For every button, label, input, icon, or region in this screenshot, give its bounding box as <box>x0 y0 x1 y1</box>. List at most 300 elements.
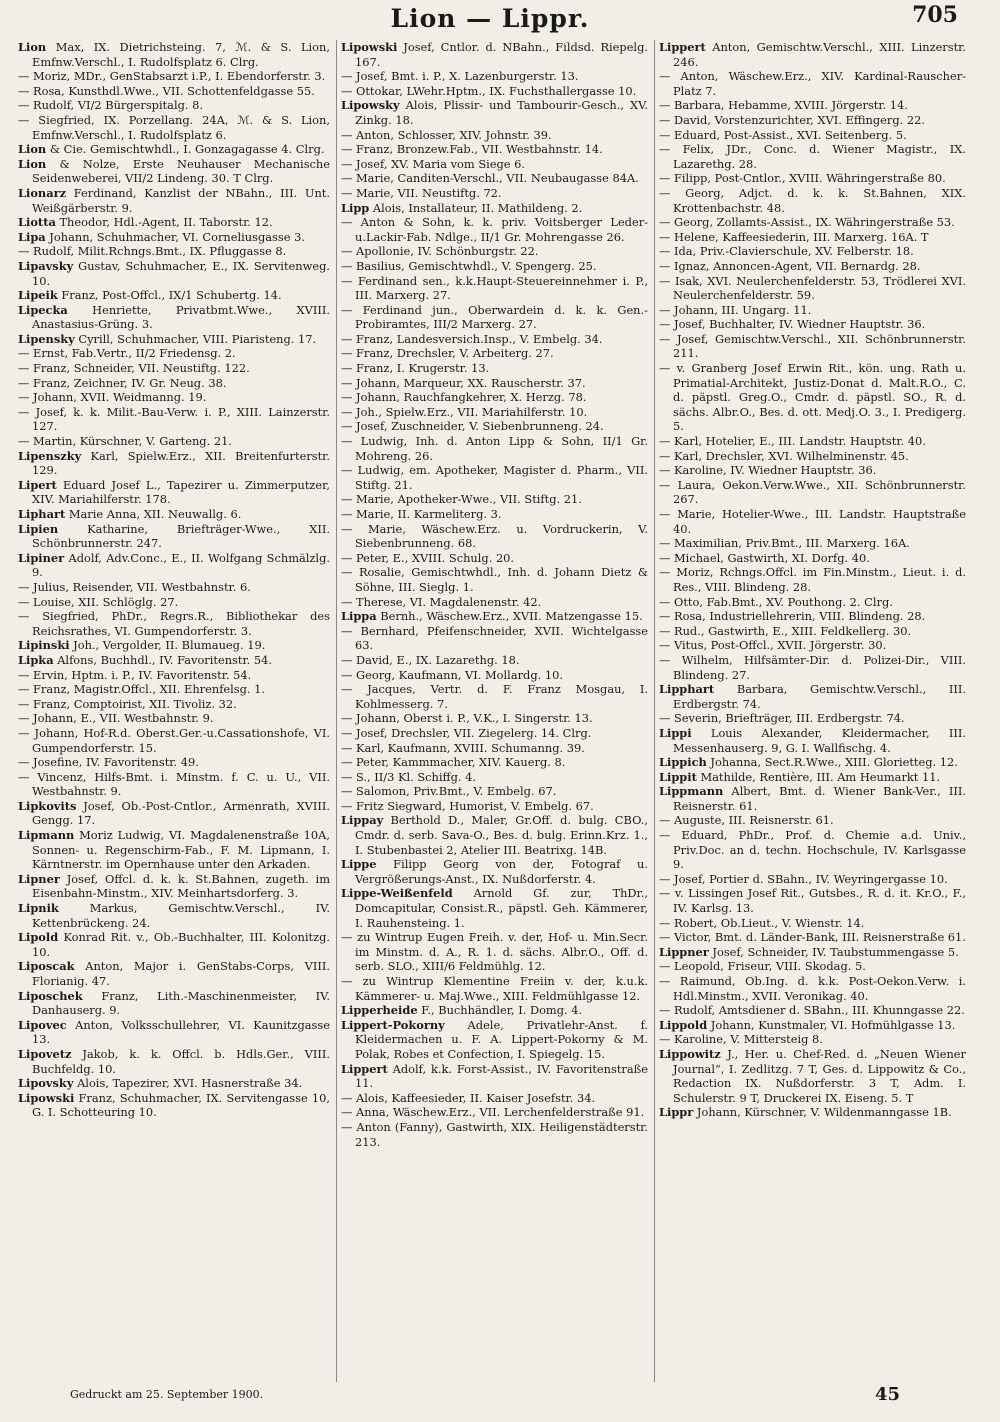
directory-entry <box>18 215 330 230</box>
directory-entry <box>18 40 330 69</box>
directory-entry <box>341 770 648 785</box>
entry-details: Adolf, Adv.Conc., E., II. Wolfgang Schmälzlg. 9. <box>32 550 330 580</box>
entry-details: — Anton, Schlosser, XIV. Johnstr. 39. <box>341 127 552 142</box>
directory-entry <box>659 69 966 98</box>
directory-entry <box>341 463 648 492</box>
entry-details: — Isak, XVI. Neulerchenfelderstr. 53, Trödlerei XVI. Neulerchenfelderstr. 59. <box>659 273 966 303</box>
directory-entry <box>18 609 330 638</box>
entry-details: — Franz, Magistr.Offcl., XII. Ehrenfelsg. 1. <box>18 682 266 697</box>
entry-details: — Ottokar, LWehr.Hptm., IX. Fuchsthallergasse 10. <box>341 83 637 98</box>
running-head: Lion — Lippr. <box>390 4 590 33</box>
directory-entry <box>659 551 966 566</box>
entry-details: — Karoline, IV. Wiedner Hauptstr. 36. <box>659 463 877 478</box>
entry-details: — Michael, Gastwirth, XI. Dorfg. 40. <box>659 550 870 565</box>
entry-details: Johann, Schuhmacher, VI. Corneliusgasse 3. <box>45 229 305 244</box>
directory-entry <box>341 40 648 69</box>
directory-entry <box>341 551 648 566</box>
print-date: Gedruckt am 25. September 1900. <box>70 1388 264 1401</box>
entry-details: — Johann, Hof-R.d. Oberst.Ger.-u.Cassationshofe, VI. Gumpendorferstr. 15. <box>18 725 330 755</box>
entry-surname: Lippa <box>341 609 377 624</box>
entry-surname: Lipowsky <box>341 98 400 113</box>
entry-details: Adele, Privatlehr-Anst. f. Kleidermachen u. F. A. Lippert-Pokorny & M. Polak, Robes et Confection, I. Spiegelg. 15. <box>355 1017 648 1061</box>
entry-details: — Barbara, Hebamme, XVIII. Jörgerstr. 14. <box>659 98 908 113</box>
directory-entry <box>659 361 966 434</box>
entry-details: — Johann, XVII. Weidmanng. 19. <box>18 390 207 405</box>
directory-entry <box>341 84 648 99</box>
directory-entry <box>341 857 648 886</box>
entry-details: — Georg, Zollamts-Assist., IX. Währingerstraße 53. <box>659 215 955 230</box>
entry-details: — Ida, Priv.-Clavierschule, XV. Felberstr. 18. <box>659 244 914 259</box>
directory-entry <box>659 638 966 653</box>
column-left <box>18 40 330 1382</box>
entry-surname: Lion <box>18 142 47 157</box>
entry-details: — Ervin, Hptm. i. P., IV. Favoritenstr. 54. <box>18 667 252 682</box>
entry-details: — Rosa, Kunsthdl.Wwe., VII. Schottenfeldgasse 55. <box>18 83 315 98</box>
entry-details: — Filipp, Post-Cntlor., XVIII. Währingerstraße 80. <box>659 171 946 186</box>
directory-entry <box>18 361 330 376</box>
entry-details: Moriz Ludwig, VI. Magdalenenstraße 10A, Sonnen- u. Regenschirm-Fab., F. M. Lipmann, I. Kärntnerstr. im Opernhause unter den Arkaden. <box>32 828 330 872</box>
directory-entry <box>659 609 966 624</box>
directory-entry <box>341 186 648 201</box>
entry-surname: Liposchek <box>18 988 83 1003</box>
directory-entry <box>18 726 330 755</box>
directory-entry <box>659 1047 966 1105</box>
directory-entry <box>659 930 966 945</box>
directory-entry <box>659 565 966 594</box>
entry-details: — Eduard, Post-Assist., XVI. Seitenberg. 5. <box>659 127 907 142</box>
entry-details: — Marie, Canditen-Verschl., VII. Neubaugasse 84A. <box>341 171 639 186</box>
directory-entry <box>18 259 330 288</box>
entry-details: — Robert, Ob.Lieut., V. Wienstr. 14. <box>659 915 865 930</box>
entry-details: — Josefine, IV. Favoritenstr. 49. <box>18 755 199 770</box>
entry-details: — Franz, I. Krugerstr. 13. <box>341 361 490 376</box>
entry-details: Alois, Installateur, II. Mathildeng. 2. <box>369 200 583 215</box>
directory-entry <box>341 128 648 143</box>
entry-details: — David, Vorstenzurichter, XVI. Effingerg. 22. <box>659 112 926 127</box>
entry-details: — Franz, Drechsler, V. Arbeiterg. 27. <box>341 346 554 361</box>
directory-entry <box>18 1091 330 1120</box>
entry-surname: Lipeik <box>18 288 58 303</box>
entry-details: — Franz, Bronzew.Fab., VII. Westbahnstr. 14. <box>341 142 603 157</box>
directory-entry <box>659 595 966 610</box>
entry-details: — Marie, Apotheker-Wwe., VII. Stiftg. 21. <box>341 492 582 507</box>
entry-surname: Lipovetz <box>18 1046 72 1061</box>
entry-surname: Lipien <box>18 521 59 536</box>
entry-details: — Rosalie, Gemischtwhdl., Inh. d. Johann Dietz & Söhne, III. Sieglg. 1. <box>341 565 648 594</box>
entry-details: Konrad Rit. v., Ob.-Buchhalter, III. Kolonitzg. 10. <box>32 930 330 959</box>
directory-entry <box>341 595 648 610</box>
entry-details: Anton, Volksschullehrer, VI. Kaunitzgasse 13. <box>32 1017 330 1047</box>
page-number: 705 <box>912 2 958 28</box>
entry-details: — Fritz Siegward, Humorist, V. Embelg. 67. <box>341 798 594 813</box>
entry-surname: Lipovec <box>18 1017 67 1032</box>
directory-entry <box>659 682 966 711</box>
directory-entry <box>18 113 330 142</box>
entry-details: F., Buchhändler, I. Domg. 4. <box>417 1003 583 1018</box>
directory-entry <box>341 1120 648 1149</box>
entry-details: — Josef, Bmt. i. P., X. Lazenburgerstr. 13. <box>341 69 579 84</box>
entry-details: — Raimund, Ob.Ing. d. k.k. Post-Oekon.Verw. i. Hdl.Minstm., XVII. Veronikag. 40. <box>659 974 966 1003</box>
entry-details: Jakob, k. k. Offcl. b. Hdls.Ger., VIII. Buchfeldg. 10. <box>32 1046 330 1076</box>
directory-entry <box>659 215 966 230</box>
directory-entry <box>18 142 330 157</box>
entry-details: Adolf, k.k. Forst-Assist., IV. Favoritenstraße 11. <box>355 1061 648 1091</box>
directory-entry <box>341 726 648 741</box>
entry-surname: Lipold <box>18 930 59 945</box>
directory-entry <box>18 186 330 215</box>
directory-entry <box>18 230 330 245</box>
entry-details: — Franz, Schneider, VII. Neustiftg. 122. <box>18 361 250 376</box>
entry-surname: Lipert <box>18 477 57 492</box>
entry-details: Ferdinand, Kanzlist der NBahn., III. Unt. Weißgärberstr. 9. <box>32 185 330 215</box>
entry-details: — Franz, Zeichner, IV. Gr. Neug. 38. <box>18 375 227 390</box>
directory-entry <box>659 945 966 960</box>
entry-details: — Peter, Kammmacher, XIV. Kauerg. 8. <box>341 755 566 770</box>
directory-entry <box>18 69 330 84</box>
entry-surname: Lipensky <box>18 331 75 346</box>
entry-details: Joh., Vergolder, II. Blumaueg. 19. <box>69 638 266 653</box>
entry-details: — Josef, Gemischtw.Verschl., XII. Schönbrunnerstr. 211. <box>659 331 966 361</box>
directory-entry <box>18 1076 330 1091</box>
entry-details: — Therese, VI. Magdalenenstr. 42. <box>341 594 542 609</box>
directory-entry <box>659 434 966 449</box>
directory-entry <box>659 186 966 215</box>
entry-details: Markus, Gemischtw.Verschl., IV. Kettenbrückeng. 24. <box>32 901 330 930</box>
entry-details: — Felix, JDr., Conc. d. Wiener Magistr., IX. Lazarethg. 28. <box>659 142 966 171</box>
directory-entry <box>341 361 648 376</box>
directory-entry <box>341 171 648 186</box>
directory-entry <box>341 69 648 84</box>
directory-entry <box>341 930 648 974</box>
entry-surname: Lippay <box>341 813 384 828</box>
entry-details: — Josef, XV. Maria vom Siege 6. <box>341 156 526 171</box>
directory-entry <box>18 332 330 347</box>
entry-surname: Lippi <box>659 725 692 740</box>
directory-entry <box>659 171 966 186</box>
directory-entry <box>341 405 648 420</box>
entry-details: Josef, Ob.-Post-Cntlor., Armenrath, XVIII. Gengg. 17. <box>32 798 330 828</box>
directory-entry <box>341 741 648 756</box>
entry-details: — Louise, XII. Schlöglg. 27. <box>18 594 179 609</box>
entry-surname: Lipavsky <box>18 258 74 273</box>
directory-entry <box>18 449 330 478</box>
directory-entry <box>341 142 648 157</box>
directory-entry <box>341 624 648 653</box>
entry-details: — Peter, E., XVIII. Schulg. 20. <box>341 550 515 565</box>
directory-entry <box>659 624 966 639</box>
directory-entry <box>341 259 648 274</box>
entry-details: — zu Wintrup Eugen Freih. v. der, Hof- u. Min.Secr. im Minstm. d. A., R. 1. d. sächs. Albr.O., Off. d. serb. SLO., XIII/6 Feldmühlg. 12. <box>341 930 648 974</box>
directory-entry <box>659 711 966 726</box>
entry-surname: Lippe-Weißenfeld <box>341 886 453 901</box>
entry-surname: Lipka <box>18 652 54 667</box>
directory-entry <box>18 507 330 522</box>
entry-details: — Rud., Gastwirth, E., XIII. Feldkellerg. 30. <box>659 623 912 638</box>
directory-entry <box>341 755 648 770</box>
directory-entry <box>18 682 330 697</box>
entry-details: — Jacques, Vertr. d. F. Franz Mosgau, I. Kohlmesserg. 7. <box>341 682 648 711</box>
entry-details: — Leopold, Friseur, VIII. Skodag. 5. <box>659 959 866 974</box>
directory-entry <box>18 697 330 712</box>
entry-surname: Lippit <box>659 769 697 784</box>
directory-entry <box>18 959 330 988</box>
entry-surname: Lippold <box>659 1017 708 1032</box>
entry-surname: Lion <box>18 156 47 171</box>
entry-details: — Julius, Reisender, VII. Westbahnstr. 6. <box>18 579 251 594</box>
directory-entry <box>341 784 648 799</box>
directory-entry <box>659 507 966 536</box>
directory-entry <box>659 128 966 143</box>
entry-details: Barbara, Gemischtw.Verschl., III. Erdbergstr. 74. <box>673 682 966 711</box>
directory-entry <box>341 332 648 347</box>
entry-details: — Anton, Wäschew.Erz., XIV. Kardinal-Rauscher-Platz 7. <box>659 69 966 98</box>
entry-details: — Josef, Portier d. SBahn., IV. Weyringergasse 10. <box>659 871 948 886</box>
directory-entry <box>659 98 966 113</box>
entry-surname: Lipa <box>18 229 46 244</box>
directory-entry <box>341 507 648 522</box>
signature-mark: 45 <box>874 1384 900 1405</box>
entry-details: — Ignaz, Annoncen-Agent, VII. Bernardg. 28. <box>659 258 921 273</box>
entry-details: — Rosa, Industriellehrerin, VIII. Blindeng. 28. <box>659 609 926 624</box>
directory-entry <box>18 638 330 653</box>
entry-details: Josef, Offcl. d. k. k. St.Bahnen, zugeth. im Eisenbahn-Minstm., XIV. Meinhartsdorferg. 3. <box>32 871 330 901</box>
directory-entry <box>18 799 330 828</box>
entry-details: — Karoline, V. Mittersteig 8. <box>659 1032 823 1047</box>
entry-surname: Lippmann <box>659 784 724 799</box>
entry-surname: Lion <box>18 40 47 54</box>
directory-entry <box>659 244 966 259</box>
directory-entry <box>18 1047 330 1076</box>
entry-details: Franz, Lith.-Maschinenmeister, IV. Danhauserg. 9. <box>32 988 330 1018</box>
directory-entry <box>659 259 966 274</box>
directory-entry <box>659 463 966 478</box>
directory-entry <box>659 303 966 318</box>
entry-surname: Liotta <box>18 215 56 230</box>
entry-details: & Nolze, Erste Neuhauser Mechanische Seidenweberei, VII/2 Lindeng. 30. T Clrg. <box>32 156 330 186</box>
entry-details: — Karl, Hotelier, E., III. Landstr. Hauptstr. 40. <box>659 434 926 449</box>
entry-details: Mathilde, Rentière, III. Am Heumarkt 11. <box>696 769 941 784</box>
directory-entry <box>18 828 330 872</box>
directory-entry <box>18 244 330 259</box>
entry-details: — Johann, Marqueur, XX. Rauscherstr. 37. <box>341 375 586 390</box>
directory-entry <box>18 711 330 726</box>
directory-entry <box>341 492 648 507</box>
entry-details: — Alois, Kaffeesieder, II. Kaiser Josefstr. 34. <box>341 1090 596 1105</box>
directory-entry <box>18 551 330 580</box>
entry-details: — Marie, VII. Neustiftg. 72. <box>341 185 502 200</box>
directory-entry <box>18 770 330 799</box>
entry-details: — Maximilian, Priv.Bmt., III. Marxerg. 16A. <box>659 536 910 551</box>
entry-details: — Moriz, Rchngs.Offcl. im Fin.Minstm., Lieut. i. d. Res., VIII. Blindeng. 28. <box>659 565 966 594</box>
directory-entry <box>18 376 330 391</box>
entry-details: — Franz, Landesversich.Insp., V. Embelg. 34. <box>341 331 603 346</box>
directory-entry <box>18 478 330 507</box>
entry-details: J., Her. u. Chef-Red. d. „Neuen Wiener Journal“, I. Zedlitzg. 7 T, Ges. d. Lippowitz & Co., Redaction IX. Nußdorferstr. 3 T, Adm. I. Schulerstr. 9 T, Druckerei IX. Eiseng. 5. T <box>673 1046 966 1105</box>
directory-entry <box>659 40 966 69</box>
entry-details: Johanna, Sect.R.Wwe., XIII. Glorietteg. 12. <box>706 755 958 770</box>
entry-details: Eduard Josef L., Tapezirer u. Zimmerputzer, XIV. Mariahilferstr. 178. <box>32 477 330 507</box>
entry-details: Max, IX. Dietrichsteing. 7, ℳ. & S. Lion, Emfnw.Verschl., I. Rudolfsplatz 6. Clrg. <box>32 40 330 69</box>
entry-details: — Josef, Buchhalter, IV. Wiedner Hauptstr. 36. <box>659 317 926 332</box>
directory-entry <box>659 478 966 507</box>
entry-details: — Rudolf, Milit.Rchngs.Bmt., IX. Pfluggasse 8. <box>18 244 287 259</box>
entry-details: Josef, Cntlor. d. NBahn., Fildsd. Riepelg. 167. <box>355 40 648 69</box>
entry-details: — Severin, Briefträger, III. Erdbergstr. 74. <box>659 711 905 726</box>
entry-details: — Apollonie, IV. Schönburgstr. 22. <box>341 244 539 259</box>
directory-entry <box>341 419 648 434</box>
directory-entry <box>18 872 330 901</box>
directory-entry <box>341 434 648 463</box>
directory-entry <box>341 653 648 668</box>
entry-details: — Ferdinand sen., k.k.Haupt-Steuereinnehmer i. P., III. Marxerg. 27. <box>341 273 648 303</box>
directory-entry <box>341 346 648 361</box>
directory-entry <box>341 565 648 594</box>
entry-surname: Lipowski <box>18 1090 75 1105</box>
directory-entry <box>341 390 648 405</box>
directory-entry <box>341 1105 648 1120</box>
entry-surname: Lippich <box>659 755 707 770</box>
entry-surname: Liphart <box>18 507 66 521</box>
page-footer <box>0 1384 1000 1422</box>
entry-surname: Lippe <box>341 857 377 872</box>
entry-details: — v. Lissingen Josef Rit., Gutsbes., R. d. it. Kr.O., F., IV. Karlsg. 13. <box>659 886 966 916</box>
directory-entry <box>18 580 330 595</box>
directory-entry <box>18 653 330 668</box>
directory-entry <box>18 1018 330 1047</box>
entry-details: — Ferdinand jun., Oberwardein d. k. k. Gen.-Probiramtes, III/2 Marxerg. 27. <box>341 302 648 332</box>
directory-entry <box>659 449 966 464</box>
entry-surname: Lippr <box>659 1105 694 1120</box>
entry-details: — Martin, Kürschner, V. Garteng. 21. <box>18 434 232 449</box>
entry-details: — Siegfried, PhDr., Regrs.R., Bibliothekar des Reichsrathes, VI. Gumpendorferstr. 3. <box>18 609 330 638</box>
directory-entry <box>18 668 330 683</box>
directory-entry <box>341 244 648 259</box>
entry-details: — Ernst, Fab.Vertr., II/2 Friedensg. 2. <box>18 346 236 361</box>
entry-surname: Lipecka <box>18 302 68 317</box>
directory-entry <box>18 303 330 332</box>
entry-details: Anton, Major i. GenStabs-Corps, VIII. Florianig. 47. <box>32 959 330 988</box>
entry-details: — Moriz, MDr., GenStabsarzt i.P., I. Ebendorferstr. 3. <box>18 69 326 84</box>
entry-details: Arnold Gf. zur, ThDr., Domcapitular, Consist.R., päpstl. Geh. Kämmerer, I. Rauhensteing. 1. <box>355 886 648 930</box>
entry-surname: Lippert-Pokorny <box>341 1017 445 1032</box>
entry-details: — Franz, Comptoirist, XII. Tivoliz. 32. <box>18 696 237 711</box>
entry-details: — Karl, Kaufmann, XVIII. Schumanng. 39. <box>341 740 585 755</box>
directory-entry <box>659 755 966 770</box>
entry-details: — Otto, Fab.Bmt., XV. Pouthong. 2. Clrg. <box>659 594 893 609</box>
entry-details: — Vitus, Post-Offcl., XVII. Jörgerstr. 30. <box>659 638 887 653</box>
directory-entry <box>659 230 966 245</box>
entry-details: — Salomon, Priv.Bmt., V. Embelg. 67. <box>341 784 557 799</box>
entry-details: — Rudolf, VI/2 Bürgerspitalg. 8. <box>18 98 204 113</box>
entry-details: — Johann, Oberst i. P., V.K., I. Singerstr. 13. <box>341 711 593 726</box>
entry-details: — Helene, Kaffeesiederin, III. Marxerg. 16A. T <box>659 229 929 244</box>
entry-details: Theodor, Hdl.-Agent, II. Taborstr. 12. <box>55 215 273 230</box>
entry-details: — Georg, Adjct. d. k. k. St.Bahnen, XIX. Krottenbachstr. 48. <box>659 185 966 215</box>
entry-surname: Lipowski <box>341 40 398 54</box>
entry-surname: Lippert <box>659 40 706 54</box>
column-right <box>654 40 966 1382</box>
entry-details: — Vincenz, Hilfs-Bmt. i. Minstm. f. C. u. U., VII. Westbahnstr. 9. <box>18 769 330 799</box>
directory-entry <box>18 989 330 1018</box>
entry-details: — Johann, Rauchfangkehrer, X. Herzg. 78. <box>341 390 587 405</box>
entry-details: Johann, Kürschner, V. Wildenmanngasse 1B. <box>693 1105 952 1120</box>
directory-entry <box>18 434 330 449</box>
entry-details: — Wilhelm, Hilfsämter-Dir. d. Polizei-Dir., VIII. Blindeng. 27. <box>659 652 966 682</box>
entry-details: — Georg, Kaufmann, VI. Mollardg. 10. <box>341 667 563 682</box>
directory-entry <box>18 522 330 551</box>
entry-surname: Lippert <box>341 1061 388 1076</box>
entry-details: Karl, Spielw.Erz., XII. Breitenfurterstr. 129. <box>32 448 330 478</box>
entry-details: — v. Granberg Josef Erwin Rit., kön. ung. Rath u. Primatial-Architekt, Justiz-Donat d. Malt.R.O., C. d. päpstl. Greg.O., Cmdr. d. päpstl. SO., R. d. sächs. Albr.O., Bes. d. ott. Medj.O. 3., I. Predigerg. 5. <box>659 361 966 434</box>
entry-details: Marie Anna, XII. Neuwallg. 6. <box>65 507 242 521</box>
entry-surname: Lipiner <box>18 550 65 565</box>
entry-details: & Cie. Gemischtwhdl., I. Gonzagagasse 4. Clrg. <box>46 142 325 157</box>
entry-details: — Rudolf, Amtsdiener d. SBahn., III. Khunngasse 22. <box>659 1003 965 1018</box>
directory-entry <box>341 609 648 624</box>
directory-entry <box>341 201 648 216</box>
directory-entry <box>659 536 966 551</box>
directory-entry <box>341 215 648 244</box>
directory-entry <box>659 813 966 828</box>
entry-surname: Lipenszky <box>18 448 82 463</box>
entry-details: — Anton & Sohn, k. k. priv. Voitsberger Leder-u.Lackir-Fab. Ndlge., II/1 Gr. Mohrengasse 26. <box>341 215 648 244</box>
directory-entry <box>659 959 966 974</box>
entry-surname: Lipp <box>341 200 370 215</box>
entry-details: — Ludwig, em. Apotheker, Magister d. Pharm., VII. Stiftg. 21. <box>341 463 648 492</box>
entry-surname: Lippowitz <box>659 1046 721 1061</box>
entry-surname: Lipperheide <box>341 1003 418 1018</box>
directory-entry <box>18 390 330 405</box>
entry-details: — Anton (Fanny), Gastwirth, XIX. Heiligenstädterstr. 213. <box>341 1119 648 1149</box>
directory-entry <box>18 157 330 186</box>
directory-entry <box>659 142 966 171</box>
directory-entry <box>341 1018 648 1062</box>
entry-details: — Johann, III. Ungarg. 11. <box>659 302 812 317</box>
directory-entry <box>659 726 966 755</box>
entry-details: Bernh., Wäschew.Erz., XVII. Matzengasse 15. <box>376 609 643 624</box>
entry-details: — Marie, Wäschew.Erz. u. Vordruckerin, V. Siebenbrunneng. 68. <box>341 521 648 551</box>
directory-entry <box>18 755 330 770</box>
directory-entry <box>659 274 966 303</box>
directory-entry <box>659 828 966 872</box>
entry-details: Filipp Georg von der, Fotograf u. Vergrößerungs-Anst., IX. Nußdorferstr. 4. <box>355 857 648 886</box>
directory-entry <box>341 522 648 551</box>
entry-details: Josef, Schneider, IV. Taubstummengasse 5. <box>708 944 959 959</box>
entry-details: — Johann, E., VII. Westbahnstr. 9. <box>18 711 214 726</box>
directory-entry <box>341 303 648 332</box>
directory-entry <box>341 711 648 726</box>
directory-entry <box>18 288 330 303</box>
directory-entry <box>659 113 966 128</box>
directory-entry <box>18 595 330 610</box>
entry-surname: Lionarz <box>18 185 67 200</box>
entry-details: — Siegfried, IX. Porzellang. 24A, ℳ. & S. Lion, Emfnw.Verschl., I. Rudolfsplatz 6. <box>18 112 330 142</box>
directory-entry <box>341 98 648 127</box>
entry-surname: Lipmann <box>18 828 75 843</box>
entry-details: — Marie, Hotelier-Wwe., III. Landstr. Hauptstraße 40. <box>659 507 966 536</box>
directory-entry <box>341 886 648 930</box>
directory-entry <box>659 872 966 887</box>
entry-details: — Anna, Wäschew.Erz., VII. Lerchenfelderstraße 91. <box>341 1105 645 1120</box>
entry-details: Berthold D., Maler, Gr.Off. d. bulg. CBO., Cmdr. d. serb. Sava-O., Bes. d. bulg. Erinn.Krz. 1., I. Stubenbastei 2, Atelier III. Beatrixg. 14B. <box>355 813 648 857</box>
entry-details: — Bernhard, Pfeifenschneider, XVII. Wichtelgasse 63. <box>341 623 648 653</box>
entry-details: — Basilius, Gemischtwhdl., V. Spengerg. 25. <box>341 258 597 273</box>
entry-details: Alfons, Buchhdl., IV. Favoritenstr. 54. <box>53 652 273 667</box>
column-middle <box>336 40 648 1382</box>
entry-details: — Karl, Drechsler, XVI. Wilhelminenstr. 45. <box>659 448 909 463</box>
entry-surname: Lippner <box>659 944 709 959</box>
entry-details: — Joh., Spielw.Erz., VII. Mariahilferstr. 10. <box>341 404 588 419</box>
